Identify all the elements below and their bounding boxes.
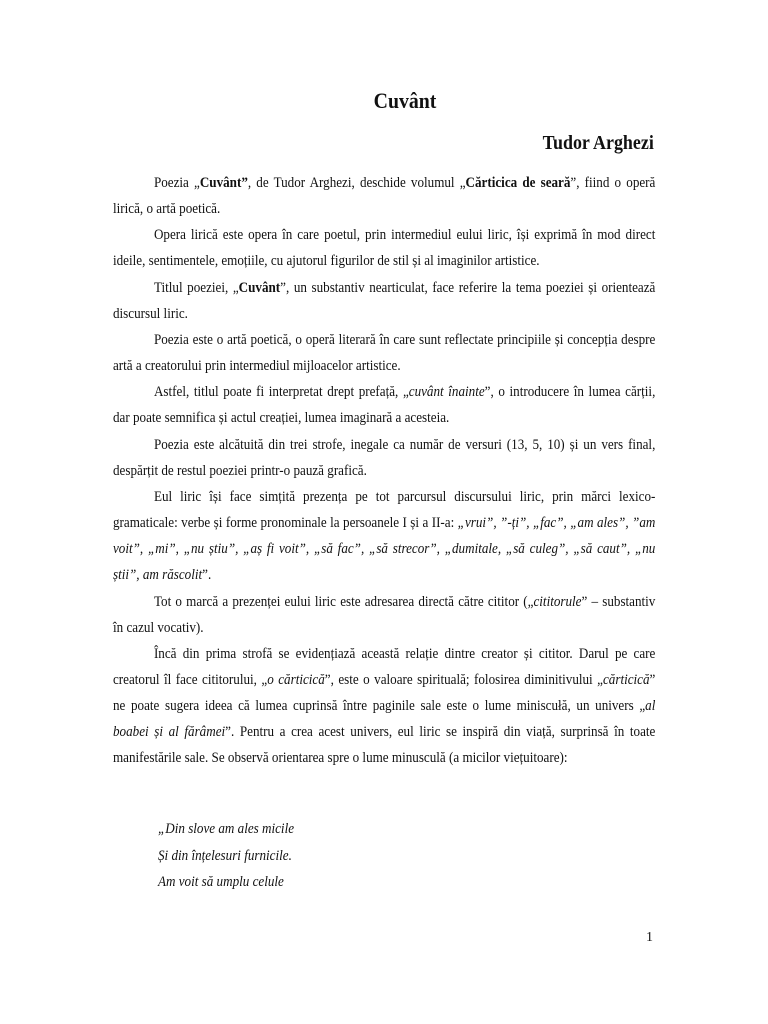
paragraph-text: ”. [202, 567, 212, 584]
verse-line: „Din slove am ales micile [158, 821, 295, 837]
paragraph [113, 641, 655, 772]
italic-text: o cărticică [267, 671, 325, 688]
paragraph-text: Poezia „ [153, 175, 200, 191]
paragraph [113, 327, 655, 379]
paragraph-text: ” ne poate sugera ideea că lumea cuprinsă între paginile sale este o lume miniscułă, un univers „ [113, 671, 656, 715]
verse-line: Am voit să umplu celule [158, 874, 284, 890]
paragraph-text: Poezia este o artă poetică, o operă literară în care sunt reflectate principiile și concepția despre artă a creatorului prin intermediul mijloacelor artistice. [113, 331, 656, 375]
document-title: Cuvânt [373, 88, 437, 113]
paragraph-text: Opera lirică este opera în care poetul, prin intermediul eului liric, își exprimă în mod direct ideile, sentimentele, emoțiile, cu ajutorul figurilor de stil și al imaginilor artistice. [113, 227, 656, 270]
paragraph [113, 275, 655, 327]
bold-text: Cuvânt” [199, 175, 248, 191]
italic-text: cărticică [602, 671, 650, 688]
italic-text: cuvânt înainte [408, 384, 485, 401]
poem-excerpt [158, 816, 307, 896]
italic-text: al boabei și al fărâmei [113, 698, 656, 741]
paragraph-text: , de Tudor Arghezi, deschide volumul „ [247, 175, 466, 191]
paragraph-text: Astfel, titlul poate fi interpretat drept prefață, „ [153, 384, 409, 401]
paragraph [113, 222, 655, 274]
paragraph-text: Titlul poeziei, „ [153, 279, 239, 296]
paragraph-text: Eul liric își face simțită prezența pe tot parcursul discursului liric, prin mărci lexico-gramaticale: verbe și forme pronominale la persoanele I și a II-a: [113, 488, 656, 532]
paragraph-text: ”, este o valoare spirituală; folosirea diminitivului „ [324, 671, 603, 688]
paragraph [113, 170, 655, 222]
author-name: Tudor Arghezi [542, 133, 654, 154]
paragraph-text: ”, fiind o operă lirică, o artă poetică. [113, 175, 656, 218]
paragraph-text: ”. Pentru a crea acest univers, eul liric se inspiră din viață, surprinsă în toate manifestările sale. Se observă orientarea spre o lume minusculă (a micilor viețuitoare): [113, 724, 656, 767]
document-body [113, 170, 655, 772]
paragraph [113, 589, 655, 641]
paragraph-text: Tot o marcă a prezenței eului liric este adresarea directă către cititor („ [153, 593, 534, 610]
paragraph-text: ” – substantiv în cazul vocativ). [113, 593, 656, 636]
paragraph-text: ”, o introducere în lumea cărții, dar poate semnifica și actul creației, lumea imaginară a acesteia. [113, 384, 656, 427]
paragraph-text: ”, un substantiv nearticulat, face referire la tema poeziei și orientează discursul liric. [113, 279, 656, 322]
bold-text: Cuvânt [238, 279, 281, 296]
paragraph [113, 484, 655, 589]
italic-text: „vrui”, ”-ți”, „fac”, „am ales”, ”am voit”, „mi”, „nu știu”, „aș fi voit”, „să fac”, „să strecor”, „dumitale, „să culeg”, „să caut”, „nu știi”, am răscolit [113, 515, 656, 584]
paragraph-text: Încă din prima strofă se evidențiază această relație dintre creator și cititor. Darul pe care creatorul îl face cititorului, „ [113, 645, 656, 688]
verse-line: Și din înțelesuri furnicile. [158, 847, 292, 864]
paragraph-text: Poezia este alcătuită din trei strofe, inegale ca număr de versuri (13, 5, 10) și un vers final, despărțit de restul poeziei printr-o pauză grafică. [113, 436, 656, 479]
italic-text: cititorule [533, 593, 582, 610]
paragraph [113, 379, 655, 431]
bold-text: Cărticica de seară [465, 175, 571, 191]
paragraph [113, 432, 655, 484]
page-number: 1 [646, 930, 653, 945]
